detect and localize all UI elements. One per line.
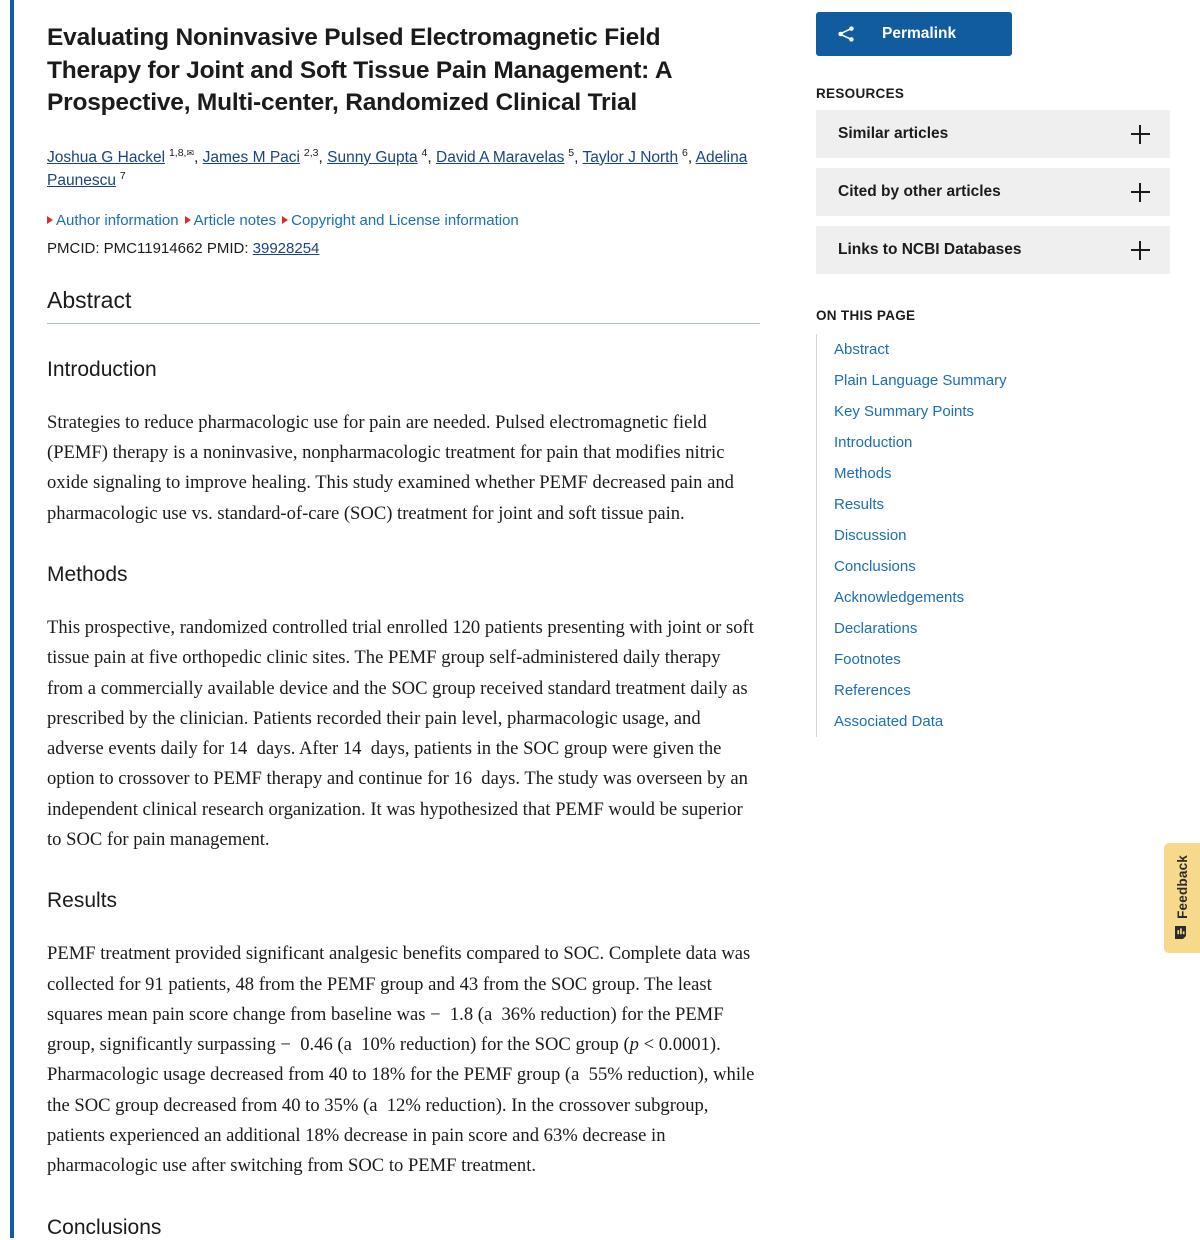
resource-accordion-row[interactable]	[816, 110, 1170, 158]
on-this-page-list	[816, 334, 1170, 737]
triangle-right-icon	[185, 216, 191, 224]
results-text-part2: < 0.0001). Pharmacologic usage decreased from 40 to 18% for the PEMF group (a 55% reduction), while the SOC group decreased from 40 to 35% (a 12% reduction). In the crossover subgroup, patients experienced an additional 18% decrease in pain score and 63% decrease in pharmacologic use after switching from SOC to PEMF treatment.	[47, 1034, 755, 1177]
introduction-paragraph: Strategies to reduce pharmacologic use for pain are needed. Pulsed electromagnetic field (PEMF) therapy is a noninvasive, nonpharmacologic treatment for pain that modifies nitric oxide signaling to improve healing. This study examined whether PEMF decreased pain and pharmacologic use vs. standard-of-care (SOC) treatment for joint and soft tissue pain.	[47, 411, 734, 524]
author-affiliation-sup: 6	[679, 146, 688, 159]
triangle-right-icon	[47, 216, 53, 224]
article-meta-links	[47, 210, 760, 233]
results-heading: Results	[47, 889, 118, 913]
results-text-part1: PEMF treatment provided significant analgesic benefits compared to SOC. Complete data was collected for 91 patients, 48 from the PEMF group and 43 from the SOC group. The least squares mean pain score change from baseline was − 1.8 (a 36% reduction) for the PEMF group, significantly surpassing − 0.46 (a 10% reduction) for the SOC group (	[47, 943, 751, 1056]
methods-paragraph: This prospective, randomized controlled trial enrolled 120 patients presenting with joint or soft tissue pain at five orthopedic clinic sites. The PEMF group self-administered daily therapy from a commercially available device and the SOC group received standard treatment daily as prescribed by the clinician. Patients recorded their pain level, pharmacologic usage, and adverse events daily for 14 days. After 14 days, patients in the SOC group were given the option to crossover to PEMF therapy and continue for 16 days. The study was overseen by an independent clinical research organization. It was hypothesized that PEMF would be superior to SOC for pain management.	[47, 616, 754, 850]
plus-icon[interactable]	[1131, 241, 1150, 260]
on-this-page-link[interactable]: References	[834, 682, 911, 699]
pmcid-label: PMCID:	[47, 239, 100, 257]
on-this-page-link[interactable]: Acknowledgements	[834, 589, 965, 606]
on-this-page-link[interactable]: Results	[834, 496, 885, 513]
on-this-page-link[interactable]: Methods	[834, 465, 892, 482]
results-paragraph	[47, 939, 760, 1181]
list-item	[834, 458, 1170, 489]
resources-heading: RESOURCES	[816, 86, 905, 101]
corresponding-author-envelope-icon[interactable]: ✉	[186, 147, 195, 158]
list-item	[834, 582, 1170, 613]
triangle-right-icon	[282, 216, 288, 224]
list-item	[834, 396, 1170, 427]
list-item	[834, 644, 1170, 675]
feedback-tab[interactable]	[1164, 843, 1200, 953]
meta-link-label: Copyright and License information	[291, 212, 519, 230]
resource-row-label: Links to NCBI Databases	[838, 241, 1022, 258]
list-item	[834, 489, 1170, 520]
list-item	[834, 520, 1170, 551]
pmcid-value: PMC11914662	[103, 239, 203, 257]
on-this-page-link[interactable]: Discussion	[834, 527, 907, 544]
author-list: Joshua G Hackel $^{1,8,✉}$, James M Paci $^{2,3}$, Sunny Gupta $^4$, David A Maravelas $^5$, Taylor J North $^6$, Adelina Paunescu $^7$	[47, 146, 748, 189]
plus-icon[interactable]	[1131, 183, 1150, 202]
resource-row-label: Similar articles	[838, 125, 949, 142]
author-affiliation-sup: 5	[565, 146, 575, 159]
author-affiliation-sup: 7	[116, 169, 126, 182]
author-link[interactable]: Joshua G Hackel	[47, 148, 166, 166]
on-this-page-link[interactable]: Conclusions	[834, 558, 916, 575]
permalink-button[interactable]	[816, 12, 1012, 56]
author-affiliation-sup: 2,3	[300, 146, 319, 159]
resource-accordion-row[interactable]	[816, 168, 1170, 216]
on-this-page-link[interactable]: Introduction	[834, 434, 913, 451]
on-this-page-link[interactable]: Declarations	[834, 620, 918, 637]
abstract-heading: Abstract	[47, 287, 760, 324]
on-this-page-link[interactable]: Abstract	[834, 341, 890, 358]
resources-list	[816, 110, 1170, 274]
list-item	[834, 706, 1170, 737]
author-link[interactable]: David A Maravelas	[436, 148, 565, 166]
article-identifiers	[47, 240, 760, 257]
list-item	[834, 334, 1170, 365]
conclusions-heading: Conclusions	[47, 1215, 162, 1239]
page-title: Evaluating Noninvasive Pulsed Electromagnetic Field Therapy for Joint and Soft Tissue Pain Management: A Prospective, Multi-center, Randomized Clinical Trial	[47, 24, 672, 117]
list-item	[834, 675, 1170, 706]
list-item	[834, 427, 1170, 458]
plus-icon[interactable]	[1131, 125, 1150, 144]
sidebar-column	[800, 0, 1200, 737]
on-this-page-link[interactable]: Footnotes	[834, 651, 901, 668]
author-affiliation-sup: 4	[418, 146, 428, 159]
meta-link[interactable]	[282, 212, 519, 229]
meta-link-label: Article notes	[193, 212, 277, 230]
author-link[interactable]: Sunny Gupta	[327, 148, 418, 166]
methods-heading: Methods	[47, 562, 128, 586]
meta-link[interactable]	[185, 212, 277, 229]
author-link[interactable]: Taylor J North	[582, 148, 679, 166]
feedback-label: Feedback	[1174, 854, 1190, 919]
pmid-link[interactable]: 39928254	[252, 239, 320, 257]
author-link[interactable]: Adelina Paunescu	[47, 148, 748, 189]
resource-accordion-row[interactable]	[816, 226, 1170, 274]
author-link[interactable]: James M Paci	[202, 148, 300, 166]
list-item	[834, 551, 1170, 582]
on-this-page-link[interactable]: Plain Language Summary	[834, 372, 1007, 389]
list-item	[834, 613, 1170, 644]
pmid-label: PMID:	[206, 239, 249, 257]
bar-chart-icon	[1174, 925, 1190, 941]
resource-row-label: Cited by other articles	[838, 183, 1001, 200]
meta-link[interactable]	[47, 212, 179, 229]
list-item	[834, 365, 1170, 396]
on-this-page-link[interactable]: Key Summary Points	[834, 403, 975, 420]
share-icon	[836, 24, 856, 44]
on-this-page-heading: ON THIS PAGE	[816, 308, 916, 323]
permalink-label: Permalink	[882, 25, 957, 42]
meta-link-label: Author information	[56, 212, 179, 230]
results-p-value-symbol: p	[629, 1034, 639, 1056]
introduction-heading: Introduction	[47, 357, 157, 381]
on-this-page-link[interactable]: Associated Data	[834, 713, 944, 730]
author-affiliation-sup: 1,8,✉	[166, 146, 195, 159]
